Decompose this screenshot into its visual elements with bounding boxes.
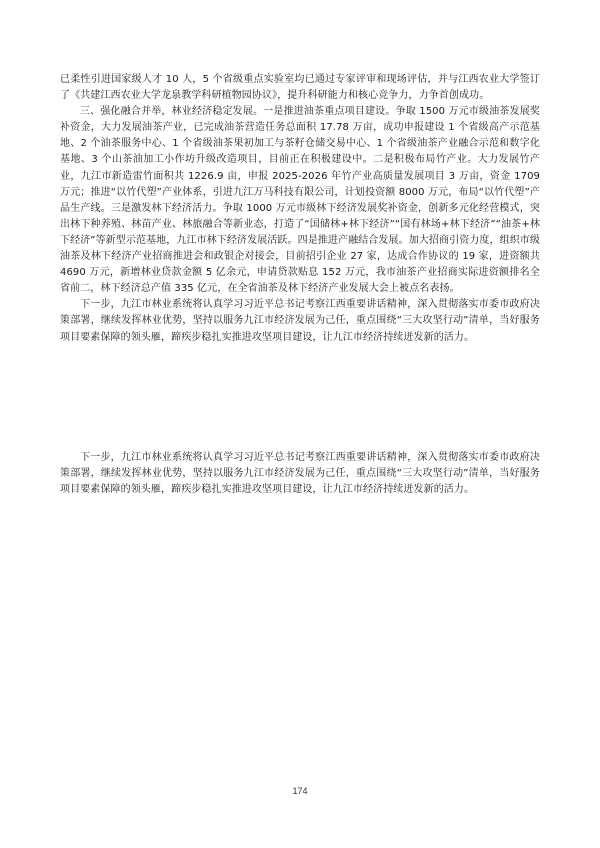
blank-space [60,346,540,450]
document-body [60,72,540,498]
paragraph-section-three: 三、强化融合并举，林业经济稳定发展。一是推进油茶重点项目建设。争取 1500 万元市级油茶发展奖补资金，大力发展油茶产业，已完成油茶营造任务总面积 17.78 万亩，成功申报建设 1 个省级高产示范基地、2 个油茶服务中心、1 个省级油茶果初加工与茶籽仓储交易中心、1 个省级油茶产业融合示范和数字化基地、3 个山茶油加工小作坊升级改造项目，目前正在积极建设中。二是积极布局竹产业。大力发展竹产业，九江市新造雷竹面积共 1226.9 亩，申报 2025-2026 年竹产业高质量发展项目 3 万亩，资金 1709 万元；推进“以竹代塑”产业体系，引进九江万马科技有限公司，计划投资额 8000 万元，布局“以竹代塑”产品生产线。三是激发林下经济活力。争取 1000 万元市级林下经济发展奖补资金，创新多元化经营模式，突出林下种养殖、林苗产业、林旅融合等新业态，打造了“国储林+林下经济”“国有林场+林下经济”“油茶+林下经济”等新型示范基地，九江市林下经济发展活跃。四是推进产融结合发展。加大招商引资力度，组织市级油茶及林下经济产业招商推进会和政银企对接会，目前招引企业 27 家，达成合作协议的 19 家，进资额共 4690 万元，新增林业贷款金额 5 亿余元，申请贷款贴息 152 万元，我市油茶产业招商实际进资额排名全省前二，林下经济总产值 335 亿元，在全省油茶及林下经济产业发展大会上被点名表扬。 [60,106,540,295]
paragraph-next-steps: 下一步，九江市林业系统将认真学习习近平总书记考察江西重要讲话精神，深入贯彻落实市委市政府决策部署，继续发挥林业优势，坚持以服务九江市经济发展为己任，重点围绕“三大攻坚行动”清单，当好服务项目要素保障的领头雁，蹄疾步稳扎实推进攻坚项目建设，让九江市经济持续迸发新的活力。 [60,299,540,343]
page-number: 174 [292,786,308,796]
paragraph-continued: 已柔性引进国家级人才 10 人，5 个省级重点实验室均已通过专家评审和现场评估，并与江西农业大学签订了《共建江西农业大学龙泉教学科研植物园协议》，提升科研能力和核心竞争力，力争首创成功。 [60,74,540,102]
paragraph-next-steps-repeat: 下一步，九江市林业系统将认真学习习近平总书记考察江西重要讲话精神，深入贯彻落实市委市政府决策部署，继续发挥林业优势，坚持以服务九江市经济发展为己任，重点围绕“三大攻坚行动”清单，当好服务项目要素保障的领头雁，蹄疾步稳扎实推进攻坚项目建设，让九江市经济持续迸发新的活力。 [60,451,540,495]
